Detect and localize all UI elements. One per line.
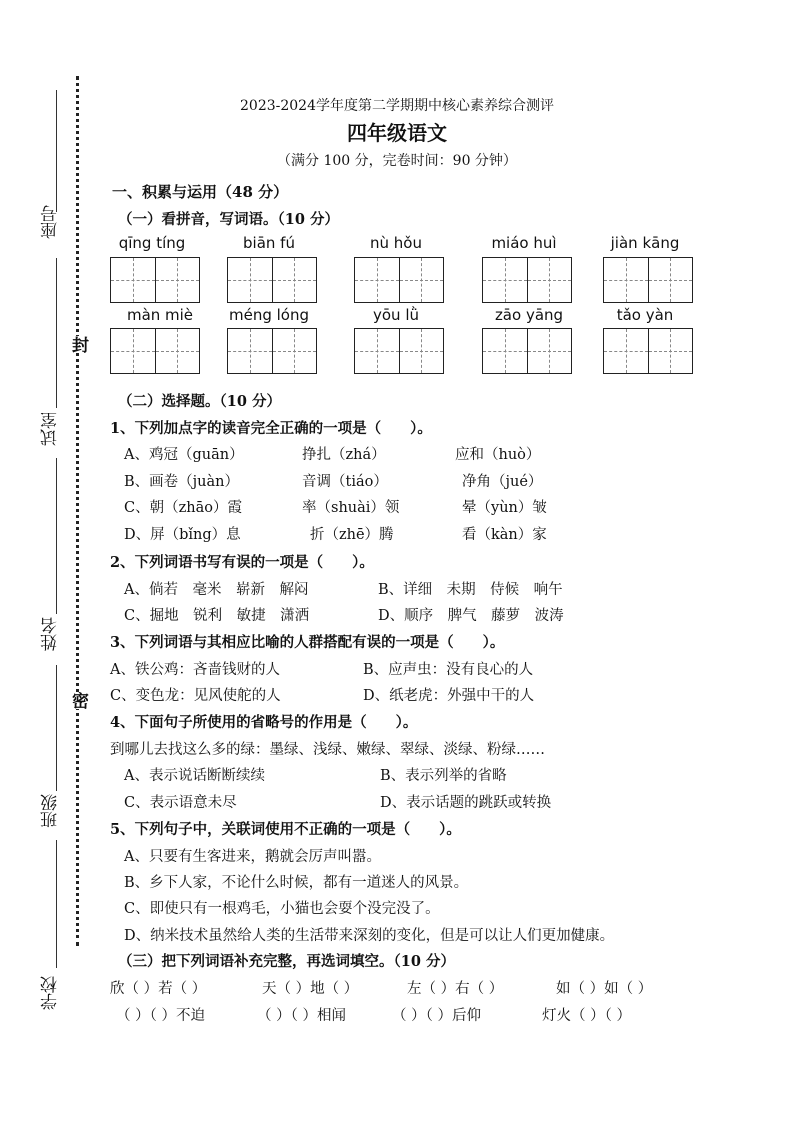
idiom-blank[interactable]: 天（ ）地（ ）: [262, 981, 359, 997]
idiom-blank[interactable]: （ ）（ ）后仰: [392, 1008, 481, 1024]
writing-grid[interactable]: [603, 328, 693, 374]
school-label: 学校: [41, 976, 61, 1010]
option-a[interactable]: A、表示说话断断续续: [124, 768, 265, 784]
writing-grid[interactable]: [482, 257, 572, 303]
option-a[interactable]: A、倘若 毫米 崭新 解闷: [124, 582, 309, 598]
option-c-word: 率（shuài）领: [302, 500, 400, 516]
seal-mark-feng: 封: [66, 336, 91, 353]
option-d[interactable]: D、顺序 脾气 藤萝 波涛: [378, 608, 564, 624]
question-stem: 1、下列加点字的读音完全正确的一项是（ ）。: [110, 420, 432, 437]
question-stem: 2、下列词语书写有误的一项是（ ）。: [110, 554, 374, 571]
option-a[interactable]: A、只要有生客进来，鹅就会厉声叫嚣。: [124, 849, 381, 865]
writing-grid[interactable]: [603, 257, 693, 303]
writing-grid[interactable]: [110, 257, 200, 303]
seat-label: 座号: [41, 205, 61, 239]
exam-note: （满分 100 分，完卷时间：90 分钟）: [277, 153, 517, 169]
dotted-cut-line: [76, 76, 79, 946]
exam-subtitle: 2023-2024学年度第二学期期中核心素养综合测评: [240, 98, 554, 114]
option-d[interactable]: D、屏（bǐng）息: [124, 527, 241, 543]
idiom-blank[interactable]: 左（ ）右（ ）: [407, 981, 504, 997]
binding-line: [56, 665, 57, 791]
question-stem: 5、下列句子中，关联词使用不正确的一项是（ ）。: [110, 821, 461, 838]
room-label: 试室: [41, 412, 61, 446]
section-title: 一、积累与运用（48 分）: [112, 183, 289, 201]
pinyin-label: màn miè: [126, 306, 194, 324]
option-c[interactable]: C、表示语意未尽: [124, 795, 237, 811]
option-d[interactable]: D、纸老虎：外强中干的人: [363, 688, 535, 704]
writing-grid[interactable]: [354, 257, 444, 303]
pinyin-label: zāo yāng: [494, 306, 564, 324]
option-b[interactable]: B、详细 未期 侍候 响午: [378, 582, 563, 598]
idiom-blank[interactable]: 灯火（ ）（ ）: [542, 1008, 631, 1024]
option-d[interactable]: D、表示话题的跳跃或转换: [380, 795, 552, 811]
idiom-blank[interactable]: （ ）（ ）相闻: [257, 1008, 346, 1024]
pinyin-label: yōu lǜ: [372, 306, 419, 324]
binding-line: [56, 458, 57, 614]
writing-grid[interactable]: [354, 328, 444, 374]
option-d-word: 看（kàn）家: [462, 527, 547, 543]
option-c[interactable]: C、即使只有一根鸡毛，小猫也会耍个没完没了。: [124, 901, 440, 917]
writing-grid[interactable]: [227, 328, 317, 374]
class-label: 班级: [41, 794, 61, 828]
option-c[interactable]: C、变色龙：见风使舵的人: [110, 688, 281, 704]
pinyin-label: nù hǒu: [370, 234, 422, 252]
option-c[interactable]: C、朝（zhāo）霞: [124, 500, 242, 516]
exam-title: 四年级语文: [347, 121, 447, 145]
option-c[interactable]: C、掘地 锐利 敏捷 潇洒: [124, 608, 310, 624]
seal-mark-mi: 密: [66, 692, 91, 709]
option-c-word: 晕（yùn）皱: [462, 500, 547, 516]
binding-line: [56, 258, 57, 408]
option-b[interactable]: B、应声虫：没有良心的人: [363, 662, 534, 678]
writing-grid[interactable]: [110, 328, 200, 374]
pinyin-label: miáo huì: [491, 234, 557, 252]
idiom-blank[interactable]: 欣（ ）若（ ）: [110, 981, 207, 997]
option-a-word: 挣扎（zhá）: [302, 447, 386, 463]
option-b-word: 净角（jué）: [462, 474, 543, 490]
part2-title: （二）选择题。（10 分）: [118, 393, 281, 410]
option-b[interactable]: B、乡下人家，不论什么时候，都有一道迷人的风景。: [124, 875, 469, 891]
question-stem: 4、下面句子所使用的省略号的作用是（ ）。: [110, 714, 418, 731]
option-d[interactable]: D、纳米技术虽然给人类的生活带来深刻的变化，但是可以让人们更加健康。: [124, 928, 615, 944]
name-label: 姓名: [41, 617, 61, 651]
pinyin-label: biān fú: [243, 234, 295, 252]
pinyin-label: jiàn kāng: [610, 234, 680, 252]
pinyin-label: méng lóng: [228, 306, 309, 324]
pinyin-label: qīng tíng: [118, 234, 186, 252]
writing-grid[interactable]: [482, 328, 572, 374]
question-sentence: 到哪儿去找这么多的绿：墨绿、浅绿、嫩绿、翠绿、淡绿、粉绿……: [110, 742, 545, 758]
idiom-blank[interactable]: 如（ ）如（ ）: [556, 981, 653, 997]
option-a-word: 应和（huò）: [455, 447, 541, 463]
idiom-blank[interactable]: （ ）（ ）不迫: [116, 1008, 205, 1024]
writing-grid[interactable]: [227, 257, 317, 303]
option-b[interactable]: B、表示列举的省略: [380, 768, 507, 784]
option-d-word: 折（zhē）腾: [310, 527, 394, 543]
option-b[interactable]: B、画卷（juàn）: [124, 474, 239, 490]
option-a[interactable]: A、鸡冠（guān）: [124, 447, 244, 463]
option-b-word: 音调（tiáo）: [302, 474, 388, 490]
part3-title: （三）把下列词语补充完整，再选词填空。（10 分）: [118, 953, 455, 970]
pinyin-label: tǎo yàn: [616, 306, 674, 324]
question-stem: 3、下列词语与其相应比喻的人群搭配有误的一项是（ ）。: [110, 634, 505, 651]
binding-line: [56, 840, 57, 968]
part1-title: （一）看拼音，写词语。（10 分）: [118, 211, 339, 228]
option-a[interactable]: A、铁公鸡：吝啬钱财的人: [110, 662, 280, 678]
